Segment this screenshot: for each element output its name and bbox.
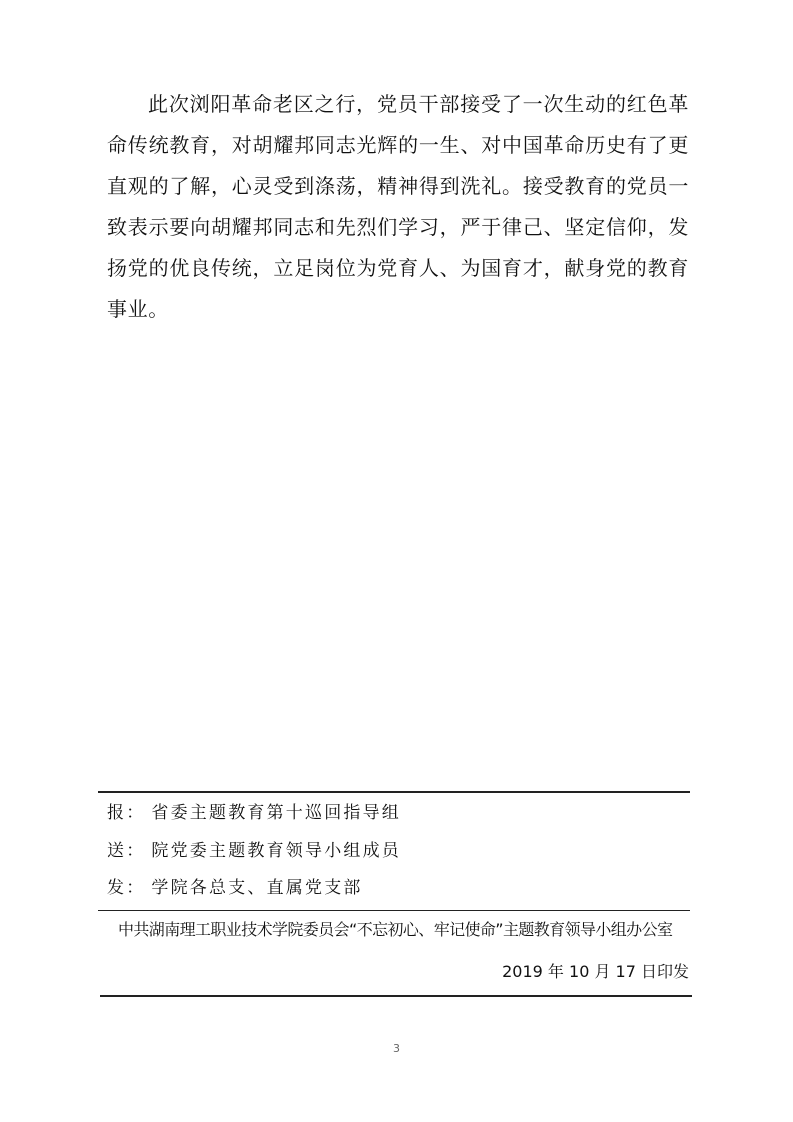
issue-label: 发： [107, 878, 146, 898]
issue-to-row [107, 873, 363, 898]
distribution-bottom-rule [100, 995, 692, 997]
distribution-middle-rule [98, 910, 690, 911]
report-label: 报： [107, 803, 146, 823]
body-paragraph: 此次浏阳革命老区之行，党员干部接受了一次生动的红色革命传统教育，对胡耀邦同志光辉的一生、对中国革命历史有了更直观的了解，心灵受到涤荡，精神得到洗礼。接受教育的党员一致表示要向胡耀邦同志和先烈们学习，严于律己、坚定信仰，发扬党的优良传统，立足岗位为党育人、为国育才，献身党的教育事业。 [107, 92, 689, 321]
issuing-office: 中共湖南理工职业技术学院委员会“不忘初心、牢记使命”主题教育领导小组办公室 [118, 920, 673, 939]
issue-recipient: 学院各总支、直属党支部 [151, 878, 363, 898]
send-to-row [107, 836, 401, 861]
issue-date: 2019 年 10 月 17 日印发 [502, 962, 689, 981]
distribution-top-rule [98, 791, 690, 793]
send-recipient: 院党委主题教育领导小组成员 [151, 841, 402, 861]
report-to-row [107, 798, 401, 823]
send-label: 送： [107, 841, 146, 861]
report-recipient: 省委主题教育第十巡回指导组 [151, 803, 402, 823]
page-number: 3 [393, 1042, 400, 1055]
